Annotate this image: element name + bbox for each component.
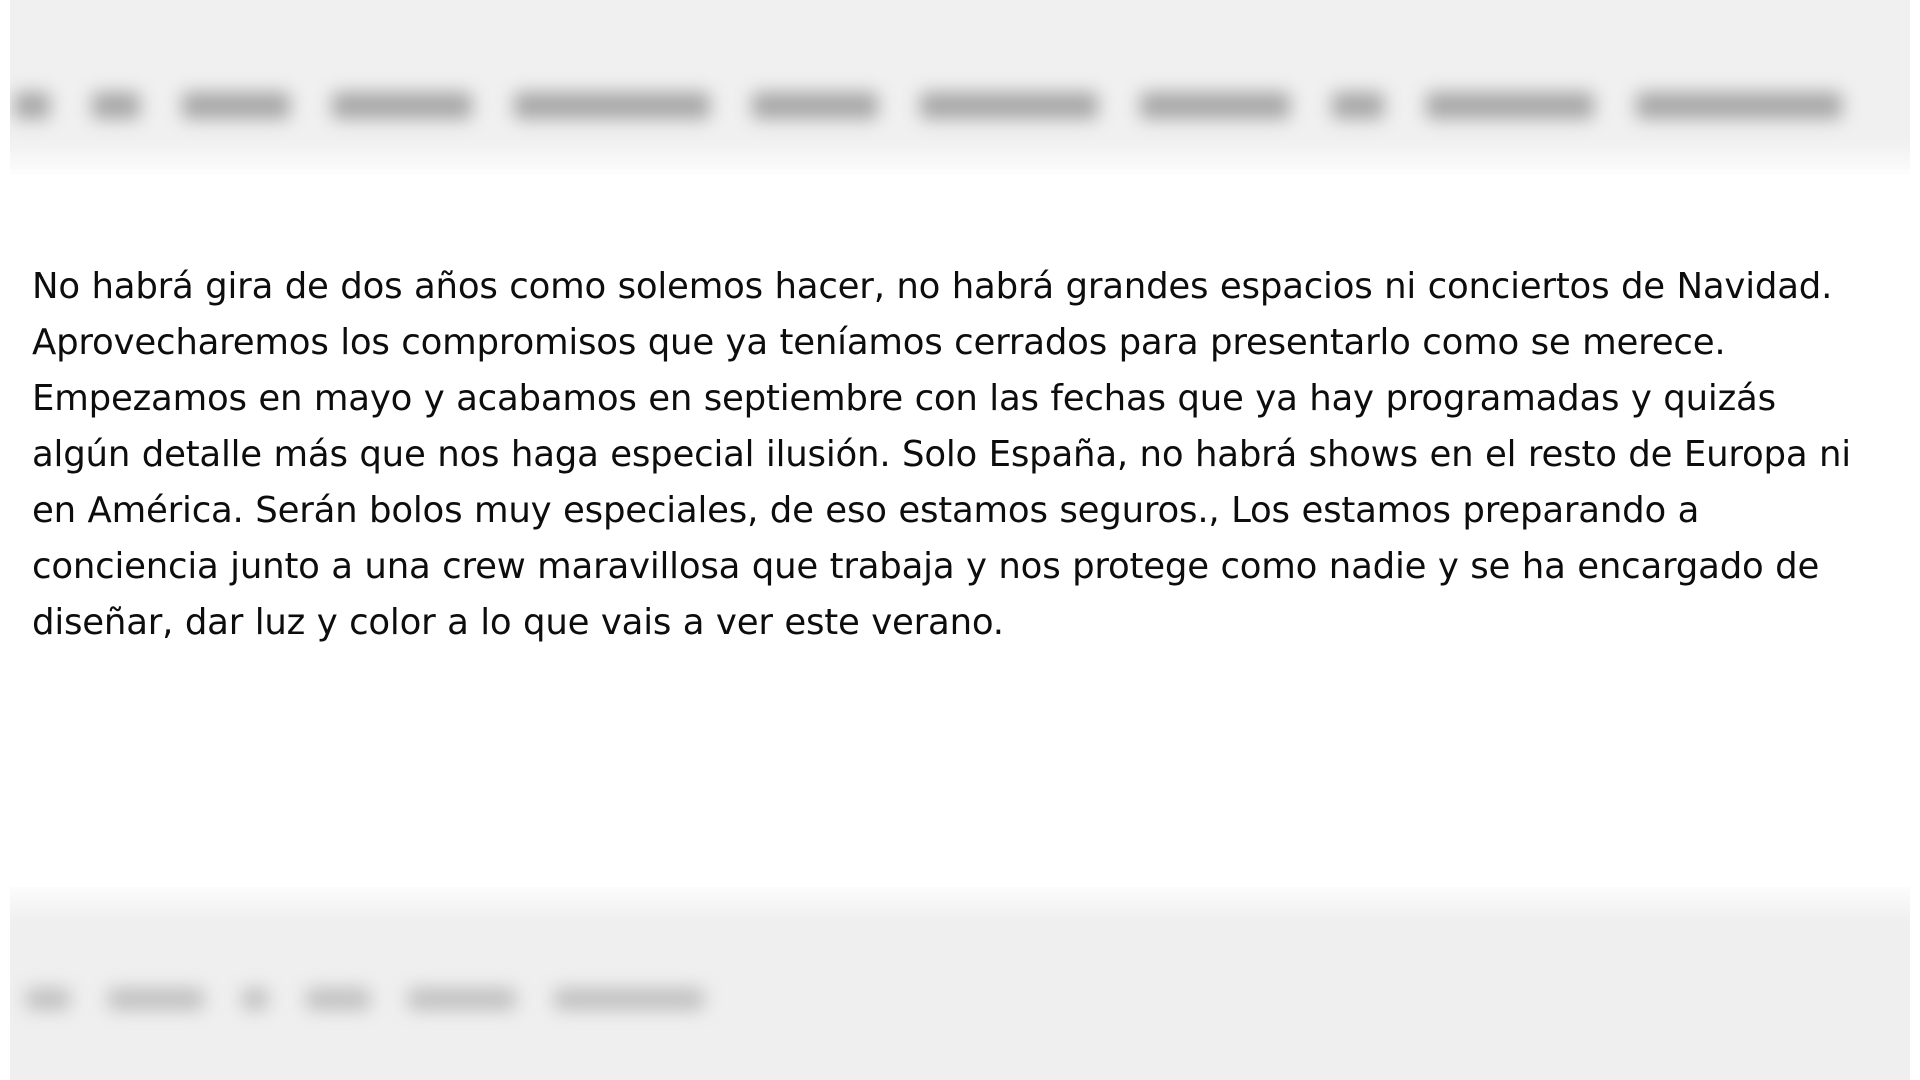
top-fade-gradient: [0, 140, 1920, 180]
blur-chunk: [14, 92, 50, 119]
blurred-text-line-top: [0, 82, 1920, 128]
blur-chunk: [554, 988, 704, 1010]
blur-chunk: [514, 92, 710, 119]
blur-chunk: [408, 988, 516, 1010]
blur-chunk: [306, 988, 370, 1010]
blur-chunk: [92, 92, 140, 119]
blur-chunk: [1426, 92, 1594, 119]
blurred-text-line-bottom: [0, 979, 1100, 1019]
blur-chunk: [1140, 92, 1290, 119]
blur-chunk: [182, 92, 290, 119]
blur-chunk: [108, 988, 204, 1010]
blur-chunk: [1636, 92, 1842, 119]
blur-chunk: [1332, 92, 1384, 119]
right-margin: [1910, 0, 1920, 1080]
quote-card: [10, 175, 1910, 887]
blur-chunk: [242, 988, 268, 1010]
blur-chunk: [752, 92, 878, 119]
blur-chunk: [332, 92, 472, 119]
blur-chunk: [26, 988, 70, 1010]
statement-paragraph: No habrá gira de dos años como solemos hacer, no habrá grandes espacios ni conciertos de Navidad. Aprovecharemos los compromisos que ya teníamos cerrados para presentarlo como se merece. Empezamos en mayo y acabamos en septiembre con las fechas que ya hay programadas y quizás algún detalle más que nos haga especial ilusión. Solo España, no habrá shows en el resto de Europa ni en América. Serán bolos muy especiales, de eso estamos seguros., Los estamos preparando a conciencia junto a una crew maravillosa que trabaja y nos protege como nadie y se ha encargado de diseñar, dar luz y color a lo que vais a ver este verano.: [32, 265, 1863, 643]
blur-chunk: [920, 92, 1098, 119]
left-margin: [0, 0, 10, 1080]
